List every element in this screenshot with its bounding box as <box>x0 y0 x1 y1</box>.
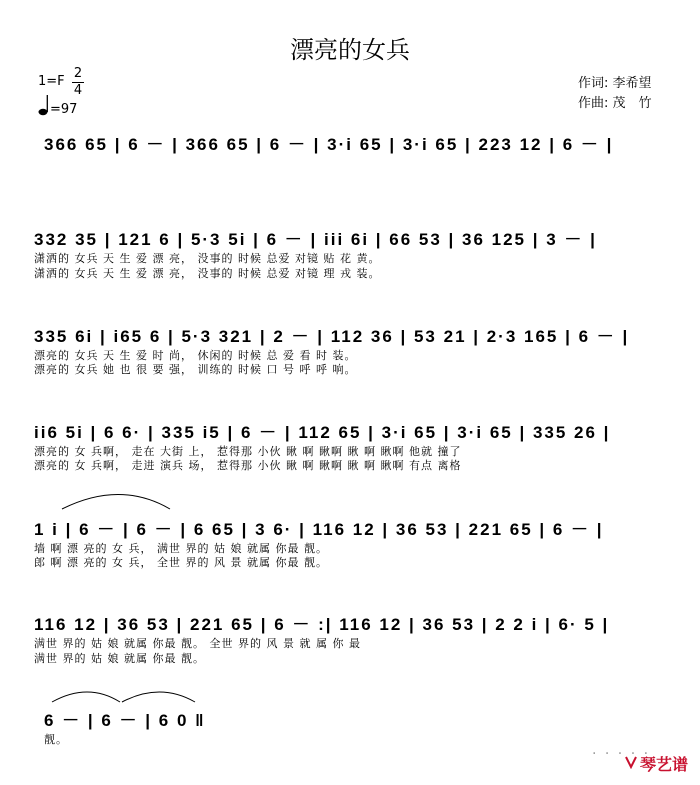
time-sig-top: 2 <box>73 66 83 81</box>
slur <box>122 692 195 702</box>
lyrics-row-2-verse-2: 潇洒的 女兵 天 生 爱 漂 亮， 没事的 时候 总爱 对镜 理 戎 装。 <box>34 267 381 280</box>
lyrics-row-7: 靓。 <box>44 733 68 746</box>
lyrics-row-2-verse-1: 潇洒的 女兵 天 生 爱 漂 亮， 没事的 时候 总爱 对镜 贴 花 黄。 <box>34 252 381 265</box>
tempo-marking: =97 <box>50 102 78 117</box>
score-row-3: 335 6i | i65 6 | 5·3 321 | 2 － | 112 36 | 53 21 | 2·3 165 | 6 － | <box>34 327 630 346</box>
slur <box>52 692 120 702</box>
watermark-dots: · · · · · <box>592 746 651 762</box>
key-signature: 1=F <box>38 74 65 89</box>
composer-credit: 作曲: 茂 竹 <box>578 96 652 111</box>
score-row-7: 6 － | 6 － | 6 0 ‖ <box>44 711 206 730</box>
lyrics-row-6-verse-1: 满世 界的 姑 娘 就属 你最 靓。 全世 界的 风 景 就 属 你 最 <box>34 637 361 650</box>
score-row-6: 116 12 | 36 53 | 221 65 | 6 － :| 116 12 | 36 53 | 2 2 i | 6· 5 | <box>34 615 610 634</box>
lyricist-credit: 作词: 李希望 <box>578 76 652 91</box>
score-row-5: 1 i | 6 － | 6 － | 6 65 | 3 6· | 116 12 | 36 53 | 221 65 | 6 － | <box>34 520 604 539</box>
lyrics-row-3-verse-2: 漂亮的 女兵 她 也 很 要 强， 训练的 时候 口 号 呼 呼 响。 <box>34 363 357 376</box>
lyrics-row-4-verse-1: 漂亮的 女 兵啊， 走在 大街 上， 惹得那 小伙 瞅 啊 瞅啊 瞅 啊 瞅啊 他就 撞了 <box>34 445 462 458</box>
score-row-4: ii6 5i | 6 6· | 335 i5 | 6 － | 112 65 | 3·i 65 | 3·i 65 | 335 26 | <box>34 423 611 442</box>
lyrics-row-4-verse-2: 漂亮的 女 兵啊， 走进 演兵 场， 惹得那 小伙 瞅 啊 瞅啊 瞅 啊 瞅啊 有点 离格 <box>34 459 462 472</box>
logo-icon <box>624 755 638 769</box>
score-row-1: 366 65 | 6 － | 366 65 | 6 － | 3·i 65 | 3·i 65 | 223 12 | 6 － | <box>44 135 614 154</box>
watermark-logo: 琴艺谱 <box>640 755 689 774</box>
lyrics-row-3-verse-1: 漂亮的 女兵 天 生 爱 时 尚， 休闲的 时候 总 爱 看 时 装。 <box>34 349 357 362</box>
time-sig-bottom: 4 <box>73 83 83 98</box>
page-title: 漂亮的女兵 <box>290 36 410 64</box>
slur <box>62 495 170 510</box>
score-row-2: 332 35 | 121 6 | 5·3 5i | 6 － | iii 6i | 66 53 | 36 125 | 3 － | <box>34 230 597 249</box>
lyrics-row-5-verse-2: 郎 啊 漂 亮的 女 兵， 全世 界的 风 景 就属 你最 靓。 <box>34 556 328 569</box>
lyrics-row-6-verse-2: 满世 界的 姑 娘 就属 你最 靓。 <box>34 652 205 665</box>
lyrics-row-5-verse-1: 墙 啊 漂 亮的 女 兵， 满世 界的 姑 娘 就属 你最 靓。 <box>34 542 328 555</box>
